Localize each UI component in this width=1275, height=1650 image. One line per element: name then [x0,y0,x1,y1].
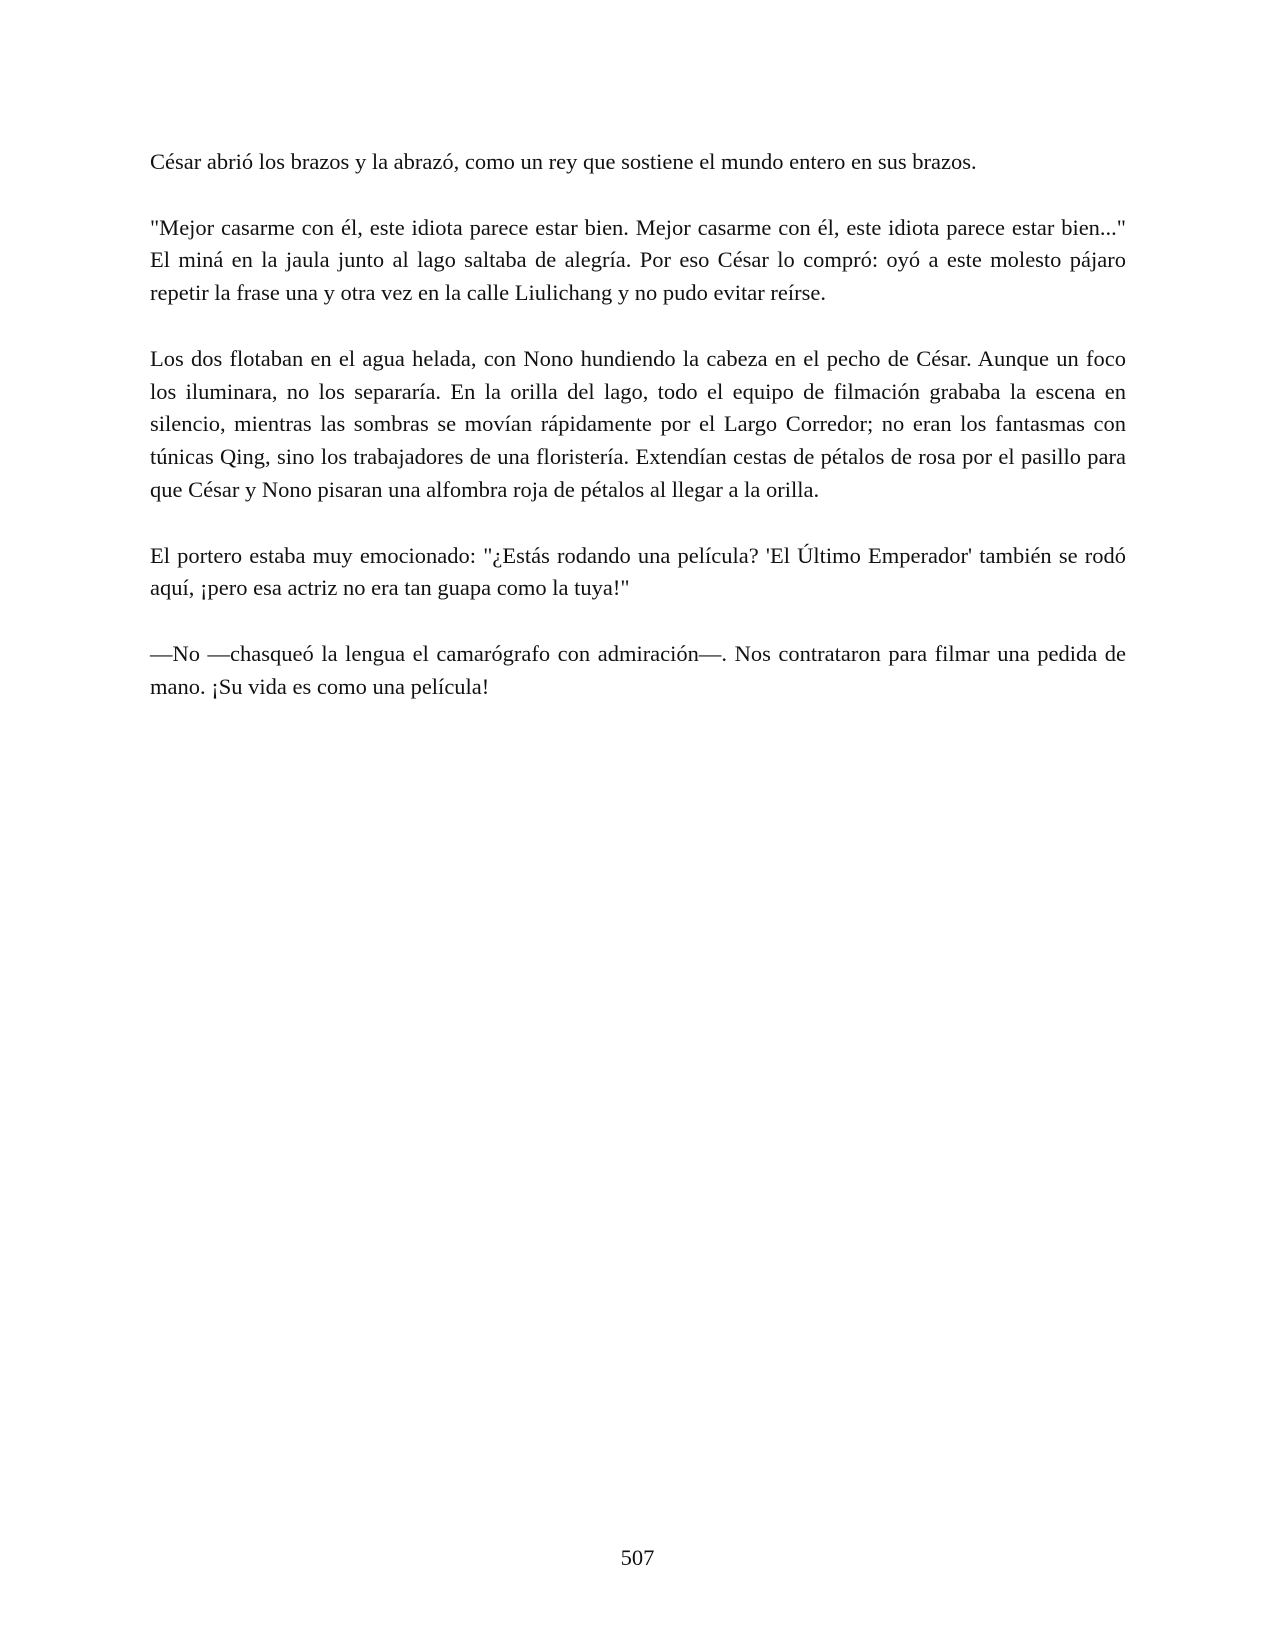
paragraph-5: —No —chasqueó la lengua el camarógrafo con admiración—. Nos contrataron para filmar una pedida de mano. ¡Su vida es como una película! [150,640,1126,699]
paragraph-1: César abrió los brazos y la abrazó, como un rey que sostiene el mundo entero en sus brazos. [150,149,977,174]
page-number: 507 [620,1545,655,1570]
paragraph-2: "Mejor casarme con él, este idiota parece estar bien. Mejor casarme con él, este idiota parece estar bien..." El miná en la jaula junto al lago saltaba de alegría. Por eso César lo compró: oyó a este molesto pájaro repetir la frase una y otra vez en la calle Liulichang y no pudo evitar reírse. [150,214,1126,306]
paragraph-4: El portero estaba muy emocionado: "¿Estás rodando una película? 'El Último Emperador' también se rodó aquí, ¡pero esa actriz no era tan guapa como la tuya!" [150,542,1126,601]
paragraph-3: Los dos flotaban en el agua helada, con Nono hundiendo la cabeza en el pecho de César. Aunque un foco los iluminara, no los separaría. En la orilla del lago, todo el equipo de filmación grababa la escena en silencio, mientras las sombras se movían rápidamente por el Largo Corredor; no eran los fantasmas con túnicas Qing, sino los trabajadores de una floristería. Extendían cestas de pétalos de rosa por el pasillo para que César y Nono pisaran una alfombra roja de pétalos al llegar a la orilla. [150,345,1126,502]
page-body [150,146,1126,736]
